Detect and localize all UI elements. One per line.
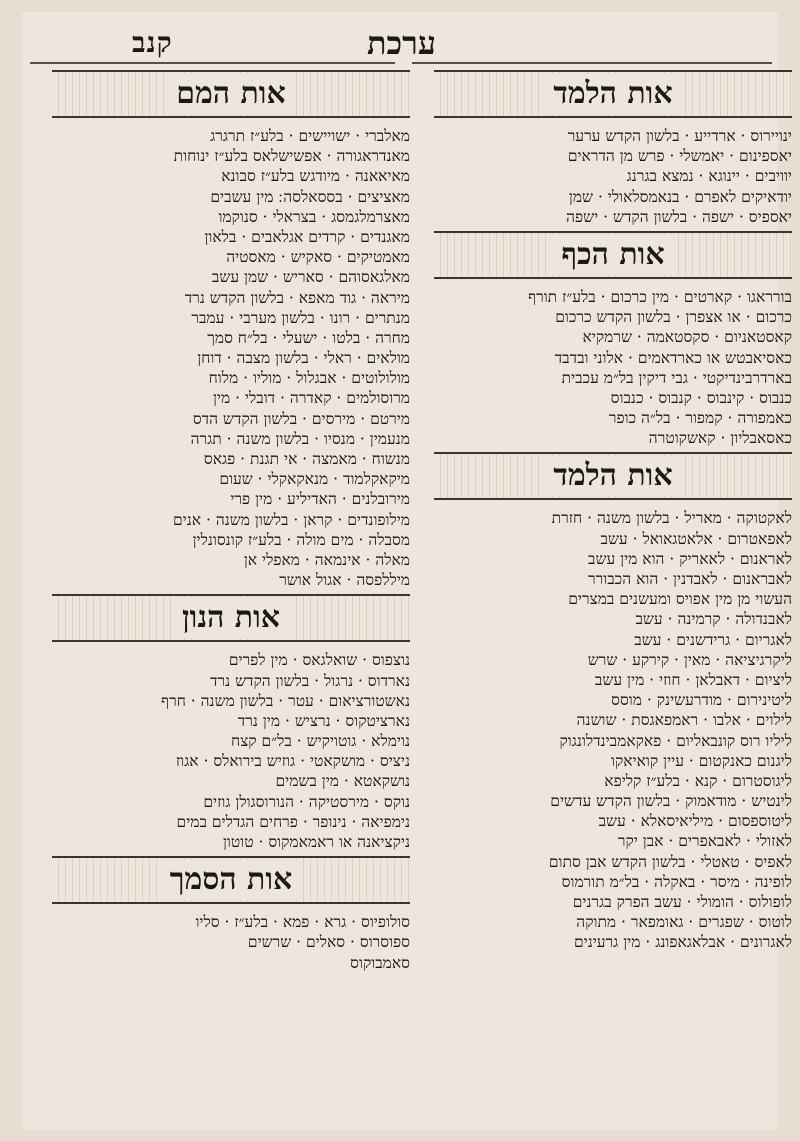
entry-list xyxy=(434,287,792,449)
entry-line: לופינה · מיסר · באקלה · בל״מ תורמוס xyxy=(561,872,792,891)
entry-line: מיראה · גוד מאפא · בלשון הקדש נרד xyxy=(184,288,410,307)
entry-line: יאספינום · יאמשלי · פרש מן הדראים xyxy=(567,147,792,166)
entry-line: מולאים · ראלי · בלשון מצבה · דוחן xyxy=(197,349,410,368)
entry-line: מאצרמלגמסג · בצראלי · סנוקמו xyxy=(218,207,410,226)
entry-line: מסבלה · מים מולה · בלע״ז קונסונלין xyxy=(192,530,410,549)
entry-line: ליגנום כאנקטום · עיין קואיאקו xyxy=(611,751,792,770)
entry-line: לופולוס · הומולי · עשב הפרק בגרנים xyxy=(572,893,792,911)
section-title: אות הכף xyxy=(551,235,674,275)
entry-line: מאמטיקים · סאקיש · מאסטיה xyxy=(226,248,410,267)
entry-line: יודאיקים לאפרם · בנאמסלאולי · שמן xyxy=(568,187,792,206)
entry-line: לאזולי · לאבאפרים · אבן יקר xyxy=(617,832,792,851)
entry-line: לאגרונים · אבלאגאפונג · מין גרעינים xyxy=(573,933,792,952)
entry-line: לאפאטרום · אלאטגאואל · עשב xyxy=(600,529,792,548)
entry-line: לוטוס · שפגרים · גאומפאר · מתוקה xyxy=(576,913,792,932)
entry-line: נוצפוס · שואלגאס · מין לפרים xyxy=(228,651,410,670)
entry-line: ניקציאנה או ראמאמקוס · טוטון xyxy=(222,833,410,851)
entry-line: מחרה · בלטו · ישעלי · בל״ח סמך xyxy=(207,328,410,347)
entry-line: נארדוס · נרגול · בלשון הקדש נרד xyxy=(210,671,410,690)
entry-line: מאנדראגורה · אפשישלאס בלע״ז ינוחות xyxy=(173,147,410,166)
entry-line: מולולוטים · אבגלול · מוליו · מלוח xyxy=(208,369,410,388)
section-title: אות הלמד xyxy=(543,456,682,496)
entry-list xyxy=(52,126,410,590)
entry-line: לאראנום · לאאריק · הוא מין עשב xyxy=(588,549,792,568)
section-banner-mem xyxy=(52,70,410,118)
entry-line: ליליו רוס קונבאליום · פאקאמבינדלונגוק xyxy=(559,731,792,750)
entry-line: מירטם · מירסים · בלשון הקדש הדס xyxy=(192,409,410,428)
entry-line: נימפיאה · נינופר · פרחים הגדלים במים xyxy=(176,812,410,831)
page-number: קנב xyxy=(132,26,173,59)
entry-line: נושקאטא · מין בשמים xyxy=(275,772,410,791)
entry-line: בורראגו · קארטים · מין כרכום · בלע״ז תורף xyxy=(528,287,792,306)
left-column xyxy=(52,70,410,973)
section-banner-continued xyxy=(434,70,792,118)
book-page xyxy=(22,12,792,1130)
entry-line: בארדרבינדיקטי · גבי דיקין בל״מ עכבית xyxy=(561,368,792,387)
entry-line: מנעמין · מנסיו · בלשון משנה · תגרה xyxy=(190,429,410,448)
entry-line: לילוים · אלבו · ראמפאגסת · שושנה xyxy=(576,711,792,730)
right-column xyxy=(434,70,792,953)
entry-list xyxy=(434,508,792,952)
entry-line: ליגוסטרום · קנא · בלע״ז קליפא xyxy=(604,771,792,790)
entry-line: ליקרגיציאה · מאין · קירקע · שרש xyxy=(587,650,792,669)
section-banner-nun xyxy=(52,594,410,642)
entry-line: ליטוספסום · מיליאיסאלא · עשב xyxy=(598,812,792,831)
entry-line: מיללפסה · אגול אושר xyxy=(279,571,410,590)
entry-line: סאמבוקוס xyxy=(350,953,410,972)
entry-line: יאספיס · ישפה · בלשון הקדש · ישפה xyxy=(566,207,792,226)
header-rule-right xyxy=(412,62,772,64)
entry-line: כרכום · או אצפרן · בלשון הקדש כרכום xyxy=(555,308,792,327)
section-banner-lamed xyxy=(434,452,792,500)
entry-line: כנבוס · קינבוס · קנבוס · כנבוס xyxy=(610,388,792,407)
entry-line: מאציצים · בססאלסה ׃ מין עשבים xyxy=(210,187,410,206)
entry-line: מאיאאנה · מיודגש בלע״ז סבונא xyxy=(221,167,410,186)
entry-line: נוקס · מירסטיקה · הנורוסגולן גוזים xyxy=(203,792,410,811)
entry-line: מאלה · אינמאה · מאפלי אן xyxy=(243,550,410,569)
section-title: אות הלמד xyxy=(543,74,682,114)
entry-line: מנתרים · רונו · בלשון מערבי · עמבר xyxy=(191,308,410,327)
entry-line: כאסיאבטש או כארדאמים · אלוני ובדבד xyxy=(554,348,792,367)
entry-line: מיקאקלמוד · מנאקאקלי · שעום xyxy=(219,470,410,489)
entry-line: לאפיס · טאטלי · בלשון הקדש אבן סתום xyxy=(548,852,792,871)
entry-line: מירובלנים · האדיליע · מין פרי xyxy=(230,490,410,509)
entry-line: ניציס · מושקאטי · גוזיש בירואלס · אגוז xyxy=(175,752,410,771)
entry-line: נאשטורציאום · עטר · בלשון משנה · חרף xyxy=(161,691,410,710)
entry-line: כאסאבליון · קאשקוטרה xyxy=(648,429,792,448)
entry-line: לאבנדולה · קרמינה · עשב xyxy=(635,610,792,629)
entry-line: נארציטקוס · נרציש · מין נרד xyxy=(237,711,410,730)
running-title: ערכת xyxy=(367,24,436,62)
entry-line: ליטינירום · מודרעשינק · מוסס xyxy=(611,691,792,710)
section-banner-samekh xyxy=(52,856,410,904)
entry-line: נוימלא · גוטויקיש · בל״ם קצח xyxy=(231,732,410,751)
entry-line: לינטיש · מודאמוק · בלשון הקדש עדשים xyxy=(550,792,792,811)
entry-line: ינויירוס · ארדייע · בלשון הקדש ערער xyxy=(567,127,792,145)
entry-line: ספוסרוס · סאלים · שרשים xyxy=(247,933,410,952)
entry-list xyxy=(52,650,410,852)
entry-list xyxy=(434,126,792,227)
entry-line: מאלברי · ישויישים · בלע״ז תרגרג xyxy=(210,127,410,145)
section-title: אות המם xyxy=(166,74,295,114)
entry-line: מאגנדים · קרדים אגלאבים · בלאון xyxy=(204,227,410,246)
entry-line: מרוסולמים · קאדרה · דובלי · מין xyxy=(212,389,410,408)
entry-line: העשוי מן מין אפויס ומעשנים במצרים xyxy=(568,590,792,609)
header-rule-left xyxy=(30,62,395,64)
entry-line: לאגריום · גרידשנים · עשב xyxy=(634,630,792,649)
entry-line: לאקטוקה · מאריל · בלשון משנה · חזרת xyxy=(551,509,792,528)
entry-line: כאמפורה · קמפור · בל״ה כופר xyxy=(608,409,792,428)
entry-line: מנשוח · מאמצה · אי תגנת · פגאס xyxy=(203,450,410,468)
section-banner-kaf xyxy=(434,231,792,279)
entry-line: קאסטאניום · סקסטאמה · שרמקיא xyxy=(582,328,792,347)
entry-line: ליציום · דאבלאן · חוזי · מין עשב xyxy=(594,670,792,689)
section-title: אות הנון xyxy=(172,598,290,638)
entry-line: סולופיוס · גרא · פמא · בלע״ז · סליו xyxy=(195,913,410,932)
entry-list xyxy=(52,912,410,973)
section-title: אות הסמך xyxy=(160,860,303,900)
entry-line: מאלגאסוהם · סאריש · שמן עשב xyxy=(211,268,410,287)
entry-line: מילופונדים · קראן · בלשון משנה · אנים xyxy=(172,510,410,529)
entry-line: יוויבים · יינוגא · נמצא בגרנג xyxy=(626,167,792,186)
entry-line: לאבראנום · לאבדנין · הוא הכבורר xyxy=(588,570,792,588)
